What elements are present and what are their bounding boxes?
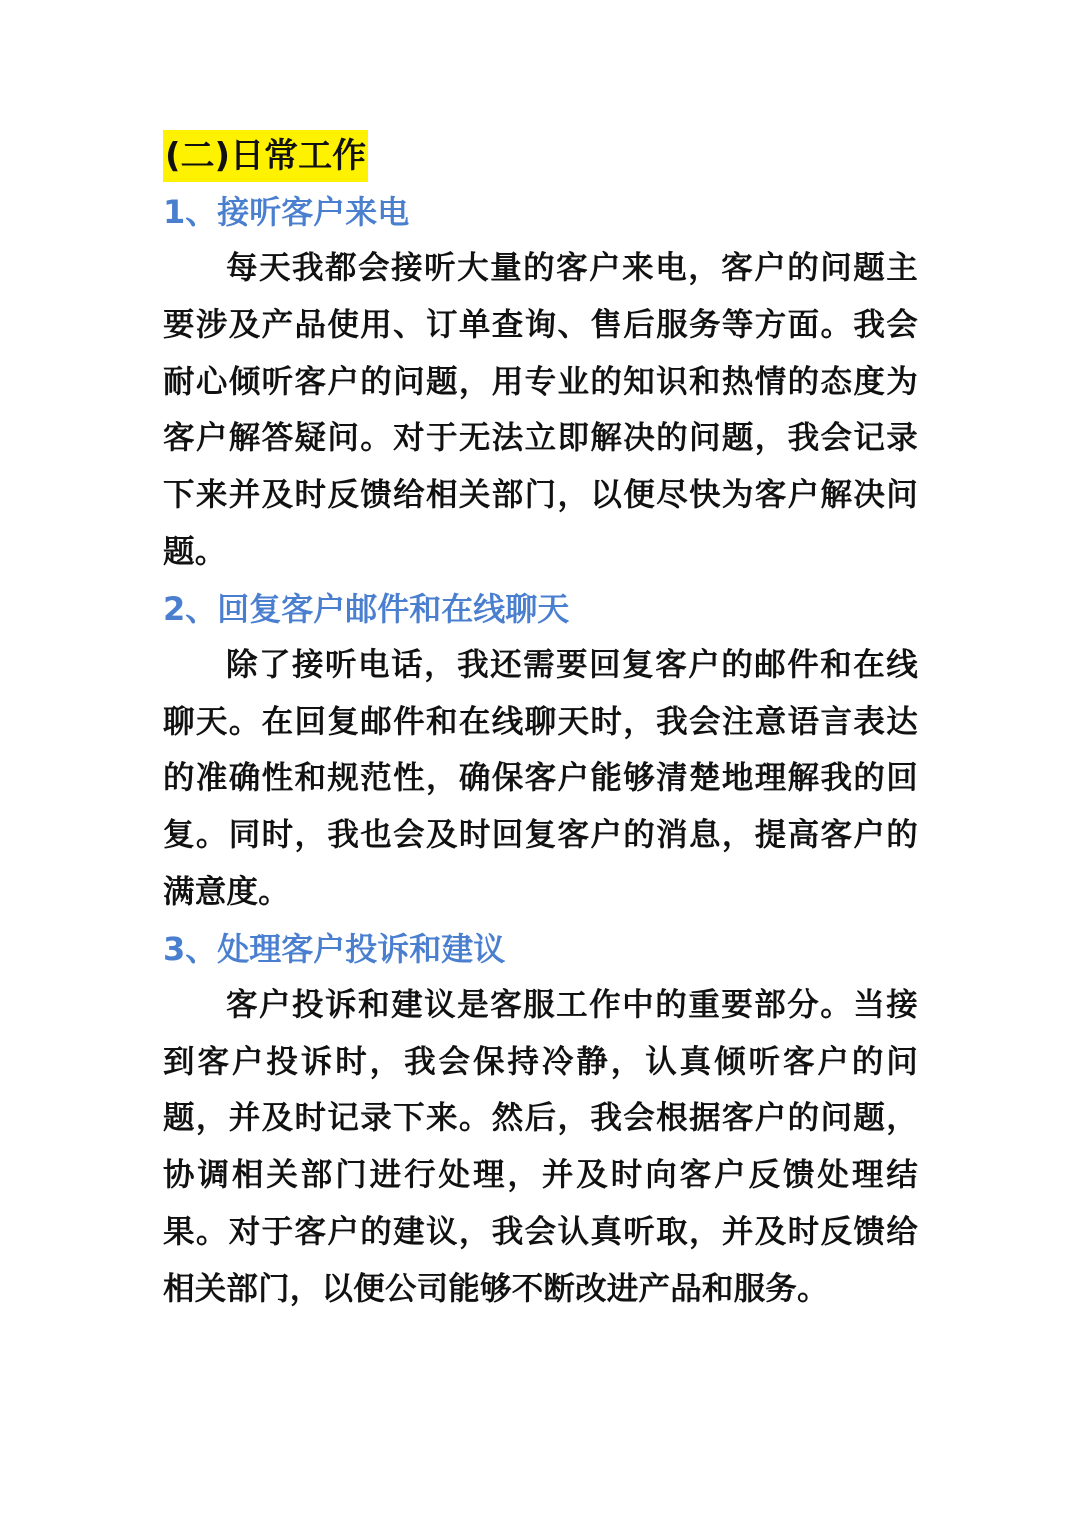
subsection-body-3: 客户投诉和建议是客服工作中的重要部分。当接到客户投诉时，我会保持冷静，认真倾听客户的问题，并及时记录下来。然后，我会根据客户的问题，协调相关部门进行处理，并及时向客户反馈处理结果。对于客户的建议，我会认真听取，并及时反馈给相关部门，以便公司能够不断改进产品和服务。 [163,986,918,1307]
section-title: (二)日常工作 [163,130,368,182]
subsection-heading-1: 1、接听客户来电 [163,193,410,231]
subsection-heading-3: 3、处理客户投诉和建议 [163,929,506,968]
document-page [163,130,918,1318]
subsection-body-1: 每天我都会接听大量的客户来电，客户的问题主要涉及产品使用、订单查询、售后服务等方面。我会耐心倾听客户的问题，用专业的知识和热情的态度为客户解答疑问。对于无法立即解决的问题，我会记录下来并及时反馈给相关部门，以便尽快为客户解决问题。 [163,250,918,570]
subsection-heading-2: 2、回复客户邮件和在线聊天 [163,589,570,628]
subsection-body-2: 除了接听电话，我还需要回复客户的邮件和在线聊天。在回复邮件和在线聊天时，我会注意语言表达的准确性和规范性，确保客户能够清楚地理解我的回复。同时，我也会及时回复客户的消息，提高客户的满意度。 [163,646,918,910]
